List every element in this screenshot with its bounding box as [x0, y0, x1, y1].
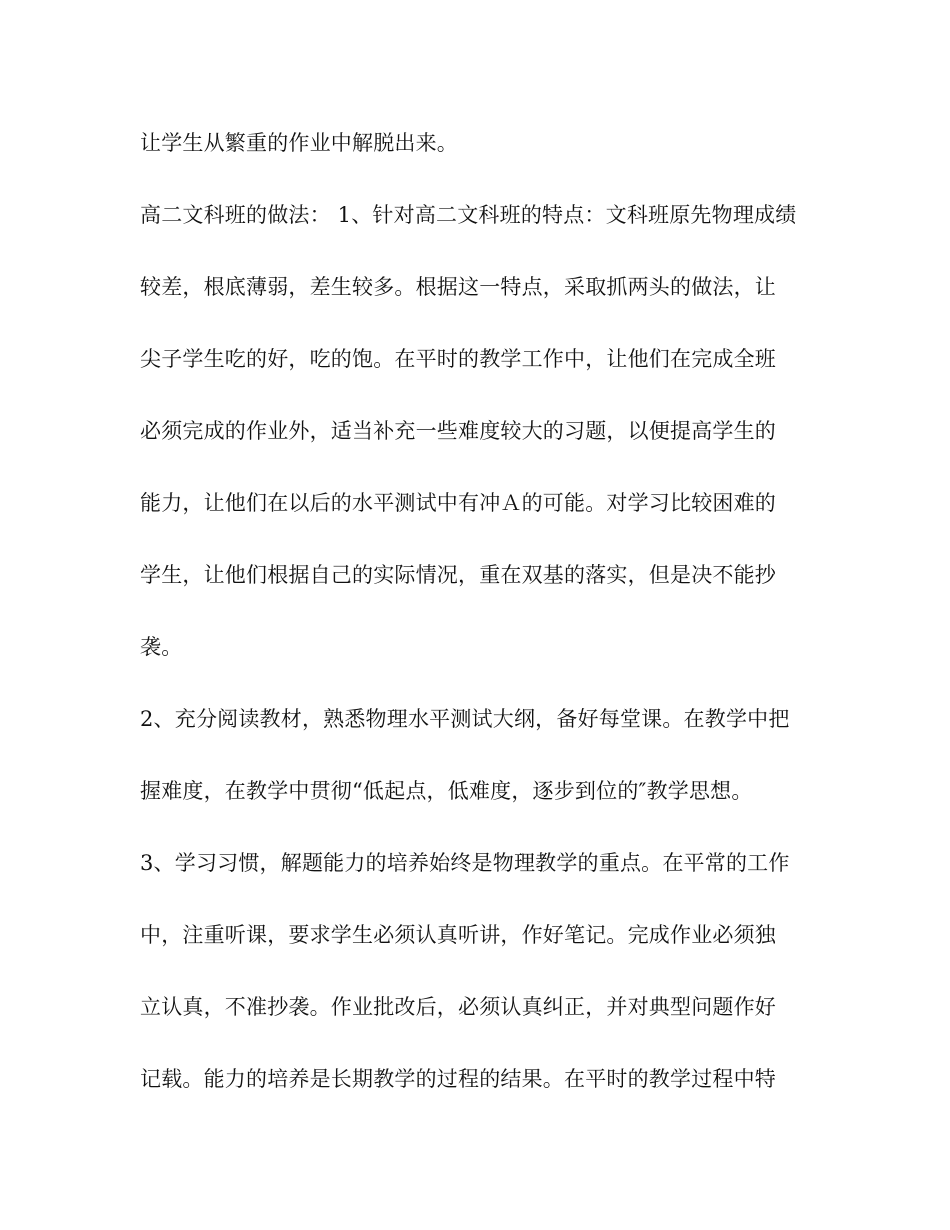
text-line: 让学生从繁重的作业中解脱出来。 [140, 131, 458, 155]
text-line: 袭。 [140, 635, 183, 659]
text-line: 能力，让他们在以后的水平测试中有冲Ａ的可能。对学习比较困难的 [140, 491, 776, 515]
text-line: 必须完成的作业外，适当补充一些难度较大的习题，以便提高学生的 [140, 419, 776, 443]
text-line: 尖子学生吃的好，吃的饱。在平时的教学工作中，让他们在完成全班 [140, 347, 776, 371]
text-line: 握难度，在教学中贯彻“低起点，低难度，逐步到位的″教学思想。 [140, 779, 753, 803]
text-line: 较差，根底薄弱，差生较多。根据这一特点，采取抓两头的做法，让 [140, 275, 776, 299]
text-line: 高二文科班的做法： 1、针对高二文科班的特点：文科班原先物理成绩 [140, 203, 797, 227]
text-line: 立认真，不准抄袭。作业批改后，必须认真纠正，并对典型问题作好 [140, 995, 776, 1019]
text-line: 2、充分阅读教材，熟悉物理水平测试大纲，备好每堂课。在教学中把 [140, 707, 790, 731]
text-line: 学生，让他们根据自己的实际情况，重在双基的落实，但是决不能抄 [140, 563, 776, 587]
text-line: 记载。能力的培养是长期教学的过程的结果。在平时的教学过程中特 [140, 1067, 776, 1091]
text-line: 中，注重听课，要求学生必须认真听讲，作好笔记。完成作业必须独 [140, 923, 776, 947]
text-line: 3、学习习惯，解题能力的培养始终是物理教学的重点。在平常的工作 [140, 851, 790, 875]
